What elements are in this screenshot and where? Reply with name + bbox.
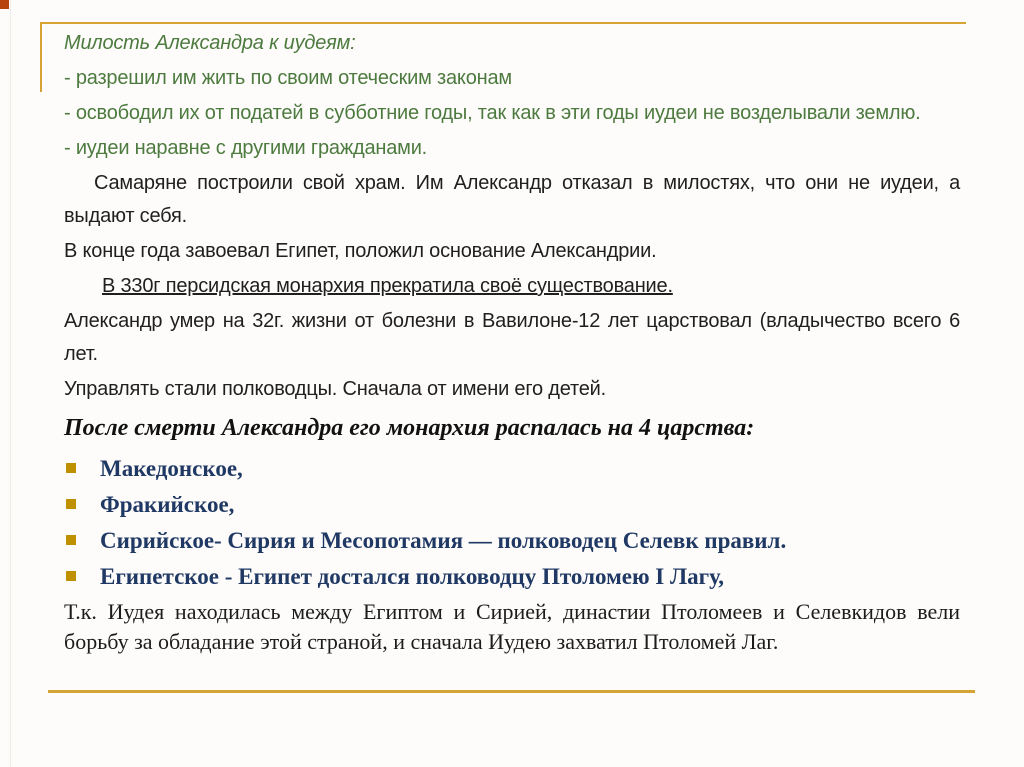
conclusion-paragraph: Т.к. Иудея находилась между Египтом и Сирией, династии Птоломеев и Селевкидов вели борьбу за обладание этой страной, и сначала Иудею захватил Птоломей Лаг. bbox=[64, 599, 960, 654]
corner-accent-square bbox=[0, 0, 9, 9]
square-bullet-icon bbox=[66, 499, 76, 509]
body-generals-rule: Управлять стали полководцы. Сначала от имени его детей. bbox=[64, 378, 606, 400]
kingdoms-list bbox=[64, 451, 960, 595]
list-item-syrian bbox=[64, 523, 960, 559]
square-bullet-icon bbox=[66, 463, 76, 473]
intro-item-citizens: - иудеи наравне с другими гражданами. bbox=[64, 137, 428, 159]
list-item-egyptian bbox=[64, 559, 960, 595]
body-persian-monarchy-end: В 330г персидская монархия прекратила своё существование. bbox=[102, 275, 673, 297]
intro-title: Милость Александра к иудеям: bbox=[64, 32, 356, 54]
square-bullet-icon bbox=[66, 571, 76, 581]
body-samaritans: Самаряне построили свой храм. Им Александр отказал в милостях, что они не иудеи, а выдают себя. bbox=[64, 172, 960, 227]
list-item-thracian bbox=[64, 487, 960, 523]
list-item-label: Египетское - Египет достался полководцу Птоломею I Лагу, bbox=[100, 564, 725, 589]
intro-item-taxes: - освободил их от податей в субботние годы, так как в эти годы иудеи не возделывали землю. bbox=[64, 102, 921, 124]
top-frame-line bbox=[40, 22, 966, 24]
list-item-macedonian bbox=[64, 451, 960, 487]
intro-item-laws: - разрешил им жить по своим отеческим законам bbox=[64, 67, 512, 89]
square-bullet-icon bbox=[66, 535, 76, 545]
page-edge-line bbox=[10, 0, 11, 767]
list-item-label: Македонское, bbox=[100, 456, 243, 481]
kingdoms-heading: После смерти Александра его монархия распалась на 4 царства: bbox=[64, 415, 755, 441]
bottom-frame-line bbox=[48, 690, 975, 693]
body-egypt-conquest: В конце года завоевал Египет, положил основание Александрии. bbox=[64, 240, 657, 262]
list-item-label: Сирийское- Сирия и Месопотамия — полководец Селевк правил. bbox=[100, 528, 787, 553]
list-item-label: Фракийское, bbox=[100, 492, 235, 517]
slide-content bbox=[64, 27, 960, 659]
left-frame-line bbox=[40, 22, 42, 92]
body-alexander-death: Александр умер на 32г. жизни от болезни в Вавилоне-12 лет царствовал (владычество всего 6 лет. bbox=[64, 310, 960, 365]
